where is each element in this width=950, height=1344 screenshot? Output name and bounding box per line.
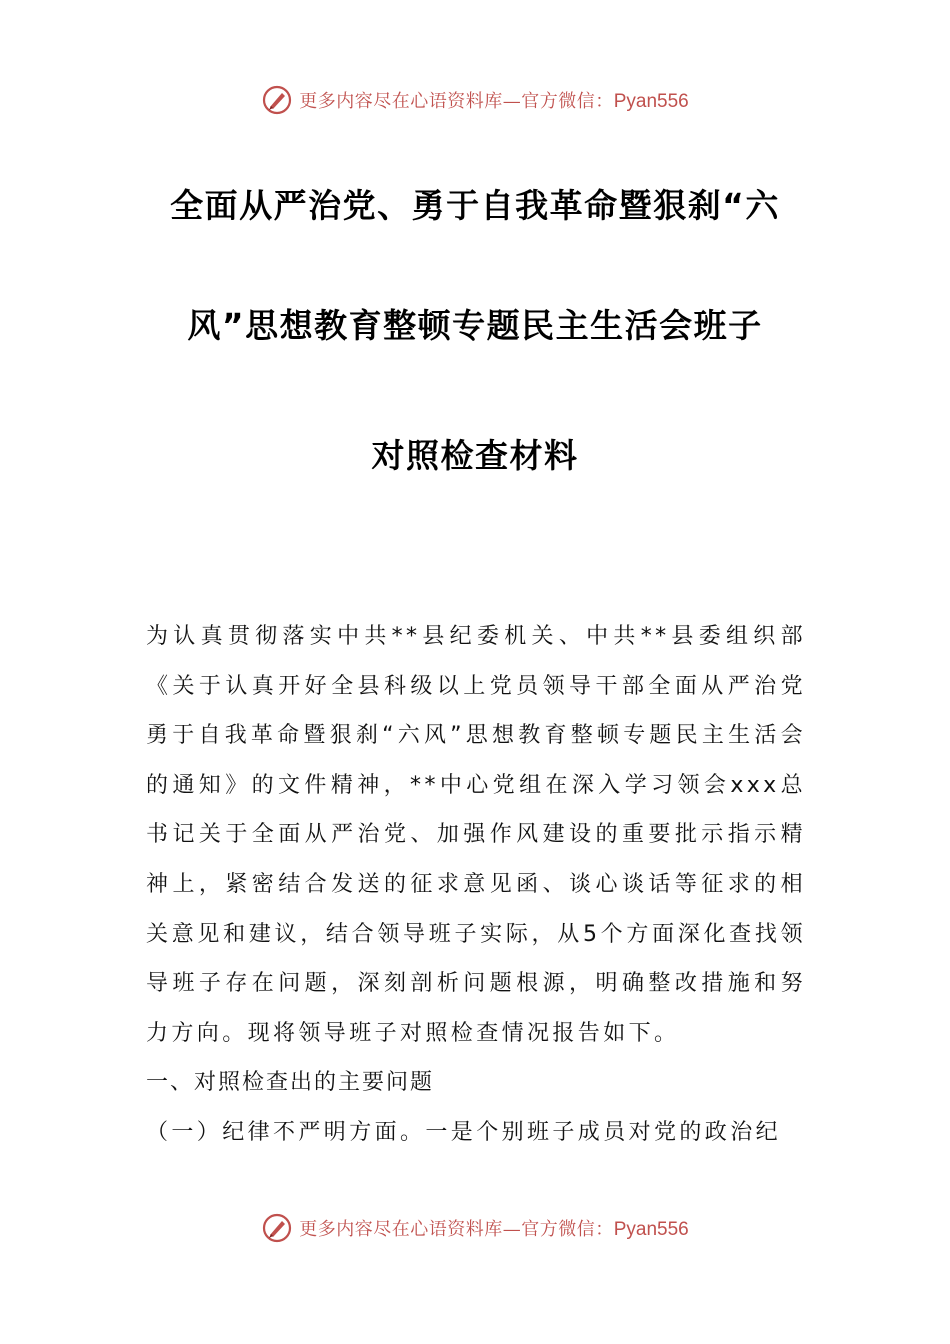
section-heading: 一、对照检查出的主要问题	[146, 1070, 435, 1096]
watermark-wechat-id: Pyan556	[613, 91, 689, 112]
watermark-text: 更多内容尽在心语资料库—官方微信：Pyan556	[299, 91, 689, 112]
watermark-footer	[0, 1212, 950, 1244]
watermark-header	[0, 84, 950, 116]
subsection-paragraph: （一）纪律不严明方面。一是个别班子成员对党的政治纪	[146, 1119, 782, 1145]
document-title-line-2: 风”思想教育整顿专题民主生活会班子	[187, 306, 763, 345]
document-title-line-3: 对照检查材料	[371, 436, 579, 475]
pen-logo-icon	[261, 84, 293, 116]
watermark-wechat-id: Pyan556	[613, 1219, 689, 1240]
watermark-text: 更多内容尽在心语资料库—官方微信：Pyan556	[299, 1219, 689, 1240]
pen-logo-icon	[261, 1212, 293, 1244]
document-body	[146, 612, 806, 1158]
document-title-line-1: 全面从严治党、勇于自我革命暨狠刹“六	[170, 186, 780, 225]
intro-paragraph: 为认真贯彻落实中共**县纪委机关、中共**县委组织部《关于认真开好全县科级以上党员领导干部全面从严治党勇于自我革命暨狠刹“六风”思想教育整顿专题民主生活会的通知》的文件精神，**中心党组在深入学习领会xxx总书记关于全面从严治党、加强作风建设的重要批示指示精神上，紧密结合发送的征求意见函、谈心谈话等征求的相关意见和建议，结合领导班子实际，从5个方面深化查找领导班子存在问题，深刻剖析问题根源，明确整改措施和努力方向。现将领导班子对照检查情况报告如下。	[146, 624, 806, 1046]
